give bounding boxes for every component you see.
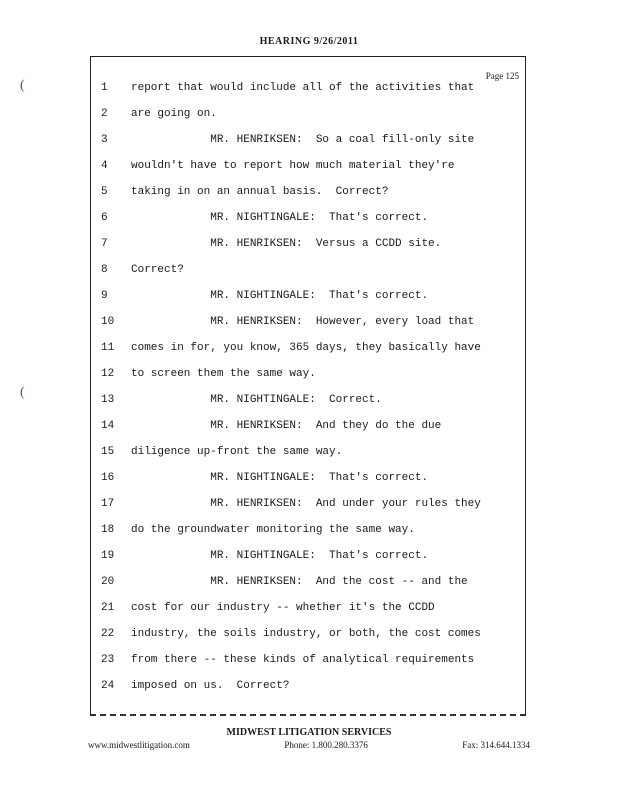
footer-contact <box>88 740 530 750</box>
line-number: 21 <box>101 602 115 614</box>
line-number: 15 <box>101 446 115 458</box>
line-number: 14 <box>101 420 115 432</box>
line-number: 13 <box>101 394 115 406</box>
line-text: MR. HENRIKSEN: Versus a CCDD site. <box>131 238 442 250</box>
line-number: 8 <box>101 264 108 276</box>
page-number: Page 125 <box>485 71 519 81</box>
footer-fax: Fax: 314.644.1334 <box>462 740 530 750</box>
line-number: 6 <box>101 212 108 224</box>
line-text: MR. NIGHTINGALE: That's correct. <box>131 290 429 302</box>
line-number: 3 <box>101 134 108 146</box>
scan-mark: ( <box>20 78 25 93</box>
line-text: are going on. <box>131 108 217 120</box>
line-text: to screen them the same way. <box>131 368 316 380</box>
line-text: imposed on us. Correct? <box>131 680 290 692</box>
line-text: MR. HENRIKSEN: And under your rules they <box>131 498 481 510</box>
line-text: industry, the soils industry, or both, the cost comes <box>131 628 481 640</box>
line-number: 18 <box>101 524 115 536</box>
line-text: MR. NIGHTINGALE: That's correct. <box>131 550 429 562</box>
line-number: 17 <box>101 498 115 510</box>
line-number: 2 <box>101 108 108 120</box>
document-header: HEARING 9/26/2011 <box>259 36 359 47</box>
footer-website: www.midwestlitigation.com <box>88 740 190 750</box>
line-number: 11 <box>101 342 115 354</box>
line-text: MR. NIGHTINGALE: Correct. <box>131 394 382 406</box>
line-text: Correct? <box>131 264 184 276</box>
line-text: from there -- these kinds of analytical requirements <box>131 654 475 666</box>
transcript-page <box>90 56 526 716</box>
line-text: MR. NIGHTINGALE: That's correct. <box>131 472 429 484</box>
line-number: 20 <box>101 576 115 588</box>
line-text: taking in on an annual basis. Correct? <box>131 186 389 198</box>
line-text: MR. HENRIKSEN: And they do the due <box>131 420 442 432</box>
line-number: 23 <box>101 654 115 666</box>
line-text: comes in for, you know, 365 days, they basically have <box>131 342 481 354</box>
line-text: MR. NIGHTINGALE: That's correct. <box>131 212 429 224</box>
line-number: 10 <box>101 316 115 328</box>
line-number: 16 <box>101 472 115 484</box>
line-text: cost for our industry -- whether it's the CCDD <box>131 602 435 614</box>
line-text: wouldn't have to report how much material they're <box>131 160 455 172</box>
line-number: 24 <box>101 680 115 692</box>
line-text: report that would include all of the activities that <box>131 82 475 94</box>
line-text: do the groundwater monitoring the same way. <box>131 524 415 536</box>
line-text: MR. HENRIKSEN: So a coal fill-only site <box>131 134 475 146</box>
line-number: 12 <box>101 368 115 380</box>
line-number: 19 <box>101 550 115 562</box>
line-text: MR. HENRIKSEN: However, every load that <box>131 316 475 328</box>
line-number: 4 <box>101 160 108 172</box>
line-number: 1 <box>101 82 108 94</box>
line-number: 22 <box>101 628 115 640</box>
line-text: diligence up-front the same way. <box>131 446 343 458</box>
line-number: 5 <box>101 186 108 198</box>
line-text: MR. HENRIKSEN: And the cost -- and the <box>131 576 468 588</box>
footer-company: MIDWEST LITIGATION SERVICES <box>226 727 392 738</box>
line-number: 7 <box>101 238 108 250</box>
footer-phone: Phone: 1.800.280.3376 <box>284 740 368 750</box>
scan-mark: ( <box>20 385 25 400</box>
line-number: 9 <box>101 290 108 302</box>
